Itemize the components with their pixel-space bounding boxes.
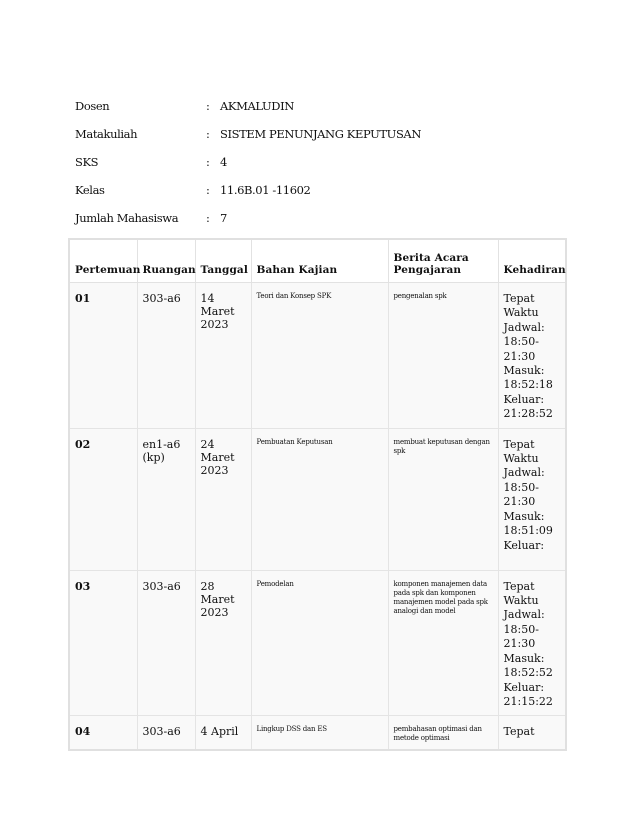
info-row-jumlah-mahasiswa — [75, 211, 595, 239]
info-colon: : — [206, 211, 210, 225]
cell-ruangan: en1-a6 (kp) — [137, 428, 195, 570]
cell-berita-acara: pengenalan spk — [388, 283, 498, 429]
header-tanggal: Tanggal — [195, 239, 251, 283]
info-value: AKMALUDIN — [220, 99, 294, 113]
header-ruangan: Ruangan — [137, 239, 195, 283]
header-pertemuan: Pertemuan — [69, 239, 137, 283]
cell-berita-acara: komponen manajemen data pada spk dan komponen manajemen model pada spk analogi dan model — [388, 570, 498, 716]
cell-tanggal: 28 Maret 2023 — [195, 570, 251, 716]
info-value: SISTEM PENUNJANG KEPUTUSAN — [220, 127, 421, 141]
info-colon: : — [206, 127, 210, 141]
info-row-sks — [75, 155, 595, 183]
cell-pertemuan: 02 — [69, 428, 137, 570]
header-berita-acara: Berita Acara Pengajaran — [388, 239, 498, 283]
cell-bahan-kajian: Lingkup DSS dan ES — [251, 716, 388, 751]
cell-tanggal: 24 Maret 2023 — [195, 428, 251, 570]
cell-tanggal: 14 Maret 2023 — [195, 283, 251, 429]
cell-bahan-kajian: Teori dan Konsep SPK — [251, 283, 388, 429]
info-label: Kelas — [75, 183, 105, 197]
table-row — [69, 283, 566, 429]
cell-pertemuan: 04 — [69, 716, 137, 751]
header-kehadiran: Kehadiran — [498, 239, 566, 283]
info-value: 11.6B.01 -11602 — [220, 183, 311, 197]
cell-ruangan: 303-a6 — [137, 570, 195, 716]
attendance-table — [68, 238, 567, 751]
info-colon: : — [206, 99, 210, 113]
info-label: Matakuliah — [75, 127, 138, 141]
info-value: 7 — [220, 211, 227, 225]
cell-berita-acara: membuat keputusan dengan spk — [388, 428, 498, 570]
info-row-matakuliah — [75, 127, 595, 155]
cell-tanggal: 4 April — [195, 716, 251, 751]
info-row-dosen — [75, 99, 595, 127]
info-label: Dosen — [75, 99, 110, 113]
info-colon: : — [206, 155, 210, 169]
course-info — [75, 99, 595, 239]
table-row — [69, 716, 566, 751]
table-header-row — [69, 239, 566, 283]
cell-ruangan: 303-a6 — [137, 716, 195, 751]
table-row — [69, 570, 566, 716]
cell-pertemuan: 03 — [69, 570, 137, 716]
table-row — [69, 428, 566, 570]
cell-bahan-kajian: Pemodelan — [251, 570, 388, 716]
cell-ruangan: 303-a6 — [137, 283, 195, 429]
cell-kehadiran: Tepat Waktu Jadwal: 18:50-21:30 Masuk: 18:52:18 Keluar: 21:28:52 — [498, 283, 566, 429]
cell-kehadiran: Tepat Waktu Jadwal: 18:50-21:30 Masuk: 18:51:09 Keluar: — [498, 428, 566, 570]
cell-kehadiran: Tepat Waktu Jadwal: 18:50-21:30 Masuk: 18:52:52 Keluar: 21:15:22 — [498, 570, 566, 716]
info-label: Jumlah Mahasiswa — [75, 211, 179, 225]
header-bahan-kajian: Bahan Kajian — [251, 239, 388, 283]
info-value: 4 — [220, 155, 227, 169]
info-row-kelas — [75, 183, 595, 211]
info-label: SKS — [75, 155, 99, 169]
cell-kehadiran: Tepat — [498, 716, 566, 751]
cell-bahan-kajian: Pembuatan Keputusan — [251, 428, 388, 570]
cell-berita-acara: pembahasan optimasi dan metode optimasi — [388, 716, 498, 751]
info-colon: : — [206, 183, 210, 197]
cell-pertemuan: 01 — [69, 283, 137, 429]
